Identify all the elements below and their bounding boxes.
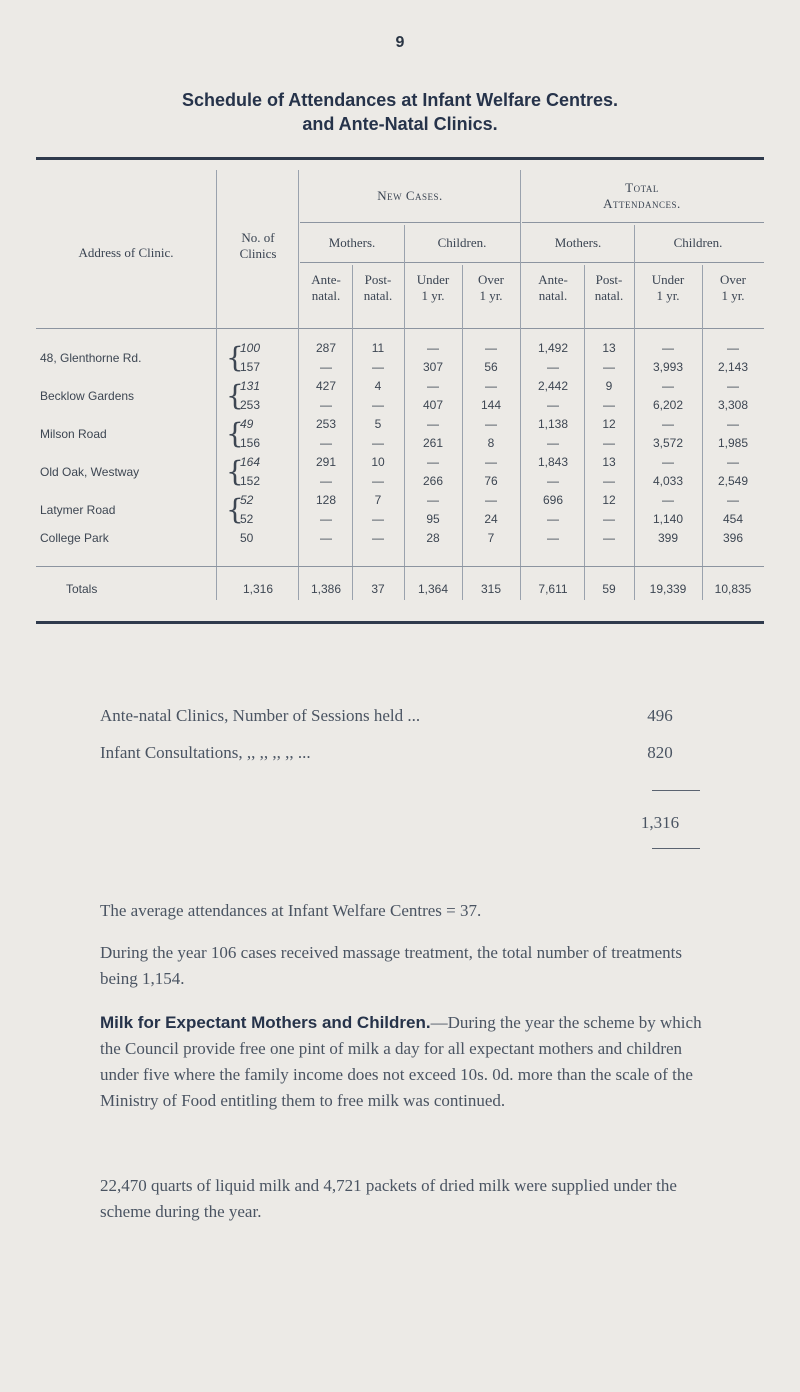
cell-tc-under: — <box>662 341 674 355</box>
cell-nc-over: — <box>485 341 497 355</box>
column-divider <box>298 170 299 600</box>
clinics-count: 100 <box>240 341 261 355</box>
totals-nm-post: 37 <box>371 582 385 596</box>
clinic-address: College Park <box>40 531 109 545</box>
cell-nc-over: — <box>485 417 497 431</box>
cell-tc-over: 454 <box>722 512 744 526</box>
brace-icon: { <box>226 341 244 374</box>
subheader-nc_over-h2: 1 yr. <box>479 288 503 303</box>
totals-nm-ante: 1,386 <box>310 582 342 596</box>
brace-icon: { <box>226 455 244 488</box>
cell-tm-ante: 2,442 <box>537 379 569 393</box>
cell-tm-ante: — <box>547 474 559 488</box>
cell-nm-post: 10 <box>371 455 385 469</box>
cell-nm-post: — <box>372 360 384 374</box>
cell-nc-over: 144 <box>480 398 502 412</box>
brace-icon: { <box>226 379 244 412</box>
cell-tm-post: 13 <box>602 341 616 355</box>
cell-tc-under: — <box>662 455 674 469</box>
clinics-count: 52 <box>240 512 254 526</box>
totals-tm-post: 59 <box>602 582 616 596</box>
cell-tm-post: — <box>603 474 615 488</box>
cell-tm-post: — <box>603 512 615 526</box>
cell-nc-over: 8 <box>487 436 495 450</box>
header-total-2: Attendances. <box>603 196 681 211</box>
cell-nm-post: — <box>372 474 384 488</box>
totals-clinics: 1,316 <box>242 582 274 596</box>
subheader-nm_post-h2: natal. <box>363 288 393 303</box>
page-number: 9 <box>395 34 405 51</box>
cell-nc-over: — <box>485 493 497 507</box>
column-divider <box>520 170 521 600</box>
subheader-tm_post-h1: Post- <box>595 272 623 287</box>
cell-tm-post: — <box>603 531 615 545</box>
subheader-nc_under-h1: Under <box>416 272 450 287</box>
column-divider <box>702 265 703 600</box>
cell-tc-under: 3,572 <box>652 436 684 450</box>
cell-nc-under: 407 <box>422 398 444 412</box>
cell-tm-ante: 1,492 <box>537 341 569 355</box>
clinics-count: 157 <box>240 360 261 374</box>
cell-tc-over: — <box>727 455 739 469</box>
infant-consultations-value: 820 <box>647 743 673 762</box>
totals-tc-under: 19,339 <box>649 582 687 596</box>
cell-tm-ante: — <box>547 512 559 526</box>
header-address: Address of Clinic. <box>78 245 174 260</box>
totals-tc-over: 10,835 <box>714 582 752 596</box>
cell-nm-post: — <box>372 398 384 412</box>
cell-nc-under: 95 <box>426 512 440 526</box>
header-total-1: Total <box>625 180 659 195</box>
cell-nc-under: — <box>427 341 439 355</box>
cell-tc-under: 3,993 <box>652 360 684 374</box>
cell-nm-ante: — <box>320 360 332 374</box>
cell-tm-post: — <box>603 360 615 374</box>
header-clinics-1: No. of <box>241 230 275 245</box>
header-new-cases: New Cases. <box>377 188 443 203</box>
cell-nc-under: 28 <box>426 531 440 545</box>
massage-text: During the year 106 cases received massage treatment, the total number of treatments being 1,154. <box>100 943 683 988</box>
header-new-mothers: Mothers. <box>328 235 376 250</box>
rule-new-cases <box>300 222 520 223</box>
subheader-nm_ante-h1: Ante- <box>311 272 341 287</box>
cell-nc-under: 307 <box>422 360 444 374</box>
milk-supply-text: 22,470 quarts of liquid milk and 4,721 packets of dried milk were supplied under the scheme during the year. <box>100 1176 677 1221</box>
cell-nc-under: — <box>427 455 439 469</box>
cell-nm-post: 11 <box>371 341 385 355</box>
brace-icon: { <box>226 417 244 450</box>
cell-nc-under: 261 <box>422 436 444 450</box>
cell-nm-ante: 128 <box>315 493 337 507</box>
cell-nm-ante: 287 <box>315 341 337 355</box>
clinics-count: 164 <box>240 455 261 469</box>
clinics-count: 156 <box>240 436 261 450</box>
cell-nm-ante: — <box>320 531 332 545</box>
cell-tm-post: 12 <box>602 417 616 431</box>
cell-nm-ante: 253 <box>315 417 337 431</box>
clinics-count: 253 <box>240 398 261 412</box>
cell-tm-ante: 1,138 <box>537 417 569 431</box>
clinics-count: 52 <box>240 493 254 507</box>
totals-label: Totals <box>66 582 98 596</box>
cell-tm-post: 12 <box>602 493 616 507</box>
milk-body: —During the year the scheme by which the Council provide free one pint of milk a day for all expectant mothers and children under five where the family income does not exceed 10s. 0d. more than the scale of the Ministry of Food entitling them to free milk was continued. <box>100 1013 702 1110</box>
column-divider <box>462 265 463 600</box>
summary-total-value: 1,316 <box>640 813 680 832</box>
header-clinics-2: Clinics <box>239 246 277 261</box>
subheader-nc_over-h1: Over <box>478 272 504 287</box>
cell-nc-over: 7 <box>487 531 495 545</box>
summary-rule-bottom <box>652 848 700 849</box>
cell-tm-post: — <box>603 398 615 412</box>
clinic-address: Old Oak, Westway <box>40 464 140 479</box>
clinic-address: Latymer Road <box>40 502 116 517</box>
cell-nm-ante: — <box>320 398 332 412</box>
cell-nm-ante: — <box>320 474 332 488</box>
cell-nc-over: 76 <box>484 474 498 488</box>
cell-tm-post: — <box>603 436 615 450</box>
cell-tc-over: 2,549 <box>717 474 749 488</box>
ante-natal-sessions-label: Ante-natal Clinics, Number of Sessions held ... <box>100 706 421 725</box>
rule-before-totals <box>36 566 764 567</box>
column-divider <box>352 265 353 600</box>
infant-consultations-label: Infant Consultations, ,, ,, ,, ,, ... <box>100 743 311 762</box>
cell-tc-over: 396 <box>722 531 744 545</box>
clinics-count: 49 <box>240 417 254 431</box>
cell-nc-under: — <box>427 493 439 507</box>
clinics-count: 131 <box>240 379 261 393</box>
subheader-tc_under-h1: Under <box>651 272 685 287</box>
header-total-mothers: Mothers. <box>554 235 602 250</box>
cell-nm-post: 5 <box>374 417 382 431</box>
header-total-children: Children. <box>673 235 723 250</box>
header-new-children: Children. <box>437 235 487 250</box>
subheader-tm_post-h2: natal. <box>594 288 624 303</box>
table-bottom-rule <box>36 621 764 624</box>
cell-nc-over: 56 <box>484 360 498 374</box>
cell-tm-ante: — <box>547 531 559 545</box>
cell-tc-over: 1,985 <box>717 436 749 450</box>
cell-nc-under: 266 <box>422 474 444 488</box>
clinic-address: 48, Glenthorne Rd. <box>40 350 142 365</box>
page-title: Schedule of Attendances at Infant Welfare Centres. <box>181 90 619 110</box>
cell-tm-ante: — <box>547 360 559 374</box>
rule-total <box>522 222 764 223</box>
cell-tm-ante: 696 <box>542 493 564 507</box>
subheader-tc_over-h1: Over <box>720 272 746 287</box>
subheader-tc_over-h2: 1 yr. <box>721 288 745 303</box>
cell-tm-ante: — <box>547 398 559 412</box>
cell-tc-over: 3,308 <box>717 398 749 412</box>
rule-header-bottom <box>36 328 764 329</box>
subheader-tm_ante-h1: Ante- <box>538 272 568 287</box>
cell-tc-under: — <box>662 417 674 431</box>
summary-rule-top <box>652 790 700 791</box>
cell-tc-under: 6,202 <box>652 398 684 412</box>
cell-tm-ante: 1,843 <box>537 455 569 469</box>
cell-tc-under: 4,033 <box>652 474 684 488</box>
totals-nc-over: 315 <box>480 582 502 596</box>
cell-nm-post: 4 <box>374 379 382 393</box>
milk-heading: Milk for Expectant Mothers and Children. <box>100 1013 431 1032</box>
cell-nm-post: — <box>372 436 384 450</box>
cell-tm-ante: — <box>547 436 559 450</box>
cell-nm-post: — <box>372 531 384 545</box>
cell-tc-under: 1,140 <box>652 512 684 526</box>
cell-nc-under: — <box>427 379 439 393</box>
cell-tc-over: — <box>727 493 739 507</box>
cell-nc-over: 24 <box>484 512 498 526</box>
cell-nm-ante: — <box>320 512 332 526</box>
clinic-address: Milson Road <box>40 426 107 441</box>
ante-natal-sessions-value: 496 <box>647 706 673 725</box>
subheader-nc_under-h2: 1 yr. <box>421 288 445 303</box>
average-attendance-text: The average attendances at Infant Welfare Centres = 37. <box>100 901 482 920</box>
subheader-tc_under-h2: 1 yr. <box>656 288 680 303</box>
totals-tm-ante: 7,611 <box>538 582 568 596</box>
cell-tc-over: — <box>727 417 739 431</box>
cell-nm-ante: 291 <box>315 455 337 469</box>
subheader-nm_post-h1: Post- <box>364 272 392 287</box>
page-subtitle: and Ante-Natal Clinics. <box>302 114 498 134</box>
cell-nc-over: — <box>485 455 497 469</box>
cell-tc-over: — <box>727 379 739 393</box>
cell-tc-over: 2,143 <box>717 360 749 374</box>
cell-tm-post: 9 <box>605 379 613 393</box>
cell-nc-over: — <box>485 379 497 393</box>
subheader-nm_ante-h2: natal. <box>311 288 341 303</box>
cell-tc-under: 399 <box>657 531 679 545</box>
cell-tm-post: 13 <box>602 455 616 469</box>
clinics-count: 152 <box>240 474 261 488</box>
milk-paragraph <box>100 1010 710 1114</box>
cell-nm-ante: — <box>320 436 332 450</box>
cell-nc-under: — <box>427 417 439 431</box>
brace-icon: { <box>226 493 244 526</box>
cell-nm-ante: 427 <box>315 379 337 393</box>
column-divider <box>584 265 585 600</box>
cell-tc-under: — <box>662 493 674 507</box>
rule-subheads <box>300 262 764 263</box>
table-top-rule <box>36 157 764 160</box>
cell-nm-post: 7 <box>374 493 382 507</box>
cell-tc-under: — <box>662 379 674 393</box>
clinics-count: 50 <box>240 531 254 545</box>
subheader-tm_ante-h2: natal. <box>538 288 568 303</box>
clinic-address: Becklow Gardens <box>40 388 135 403</box>
cell-nm-post: — <box>372 512 384 526</box>
totals-nc-under: 1,364 <box>417 582 449 596</box>
cell-tc-over: — <box>727 341 739 355</box>
